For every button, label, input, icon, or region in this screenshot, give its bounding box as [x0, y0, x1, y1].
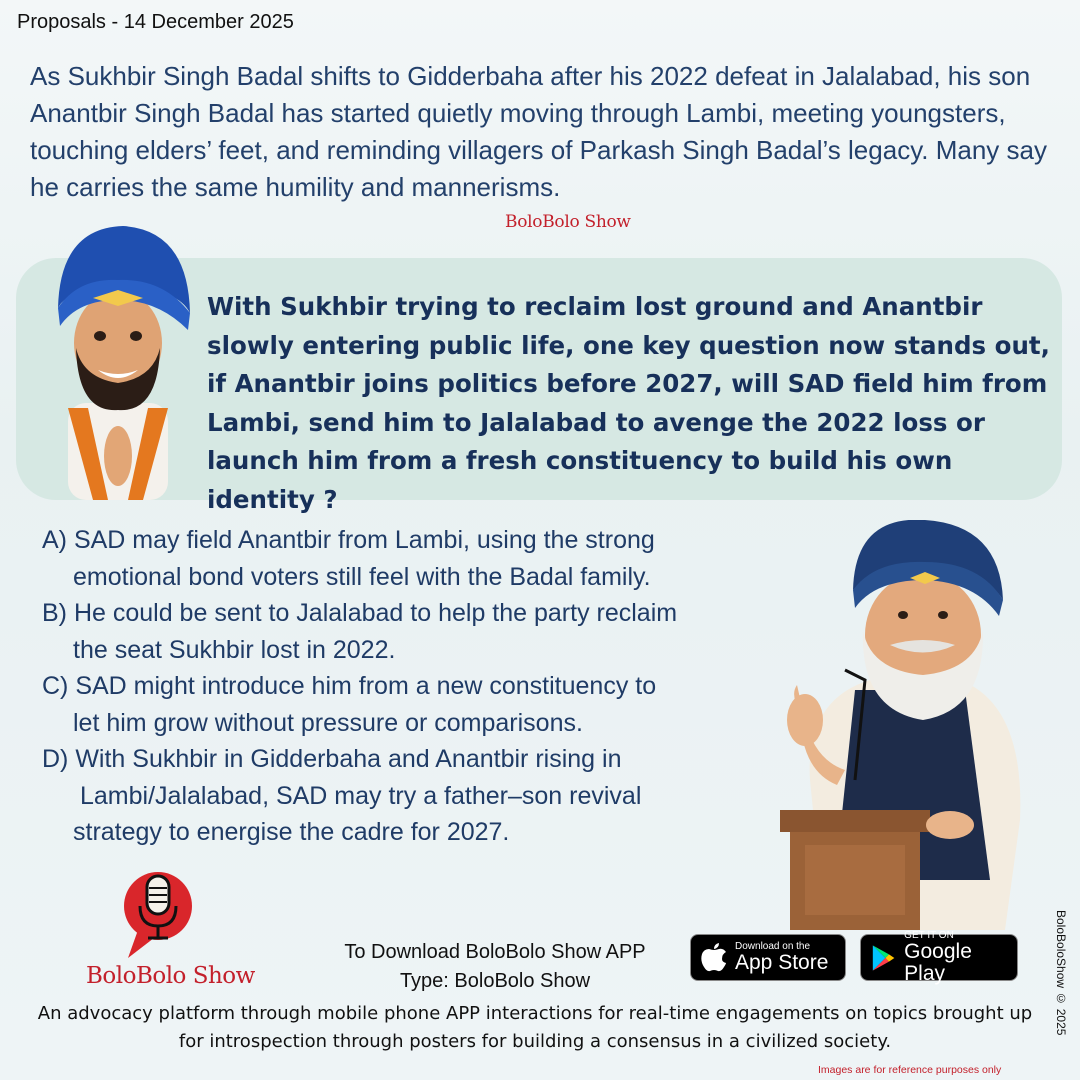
option-b — [42, 595, 802, 668]
option-d — [42, 741, 802, 851]
download-line-1: To Download BoloBolo Show APP — [344, 941, 646, 963]
option-c — [42, 668, 802, 741]
copyright-vertical: BoloBoloShow © 2025 — [1054, 910, 1068, 1036]
options-list — [42, 522, 802, 851]
image-disclaimer: Images are for reference purposes only — [818, 1064, 1002, 1076]
date-line: Proposals - 14 December 2025 — [17, 11, 294, 33]
app-store-small-text: Download on the — [735, 941, 811, 952]
option-d-line3: strategy to energise the cadre for 2027. — [73, 818, 510, 846]
advocacy-statement: An advocacy platform through mobile phone APP interactions for real-time engagements on topics brought up for introspection through posters for building a consensus in a civilized society. — [37, 1003, 1033, 1052]
option-b-line2: the seat Sukhbir lost in 2022. — [73, 635, 396, 664]
google-play-icon — [871, 943, 896, 973]
option-d-line1: D) With Sukhbir in Gidderbaha and Anantbir rising in — [42, 745, 622, 773]
intro-paragraph: As Sukhbir Singh Badal shifts to Gidderbaha after his 2022 defeat in Jalalabad, his son Anantbir Singh Badal has started quietly moving through Lambi, meeting youngsters, touching elders’ feet, and reminding villagers of Parkash Singh Badal’s legacy. Many say he carries the same humility and mannerisms. — [30, 61, 1047, 202]
young-man-illustration — [38, 218, 198, 500]
option-c-line2: let him grow without pressure or comparisons. — [73, 708, 583, 737]
app-store-badge[interactable] — [690, 934, 846, 981]
option-b-line1: B) He could be sent to Jalalabad to help the party reclaim — [42, 599, 678, 627]
apple-icon — [701, 943, 727, 973]
option-a-line1: A) SAD may field Anantbir from Lambi, using the strong — [42, 526, 655, 554]
brand-watermark: BoloBolo Show — [505, 212, 631, 232]
option-c-line1: C) SAD might introduce him from a new constituency to — [42, 672, 657, 700]
google-play-small-text: GET IT ON — [904, 930, 954, 941]
download-instructions — [320, 938, 670, 996]
download-line-2: Type: BoloBolo Show — [399, 970, 591, 992]
question-text: With Sukhbir trying to reclaim lost ground and Anantbir slowly entering public life, one key question now stands out, if Anantbir joins politics before 2027, will SAD field him from Lambi, send him to Jalalabad to avenge the 2022 loss or launch him from a fresh constituency to build his own identity ? — [207, 292, 1050, 514]
google-play-badge[interactable] — [860, 930, 1018, 985]
app-store-big-text: App Store — [735, 951, 829, 974]
elder-at-podium-illustration — [775, 520, 1045, 930]
google-play-big-text: Google Play — [904, 940, 972, 985]
option-d-line2: Lambi/Jalalabad, SAD may try a father–son revival — [80, 781, 642, 810]
microphone-logo-icon — [118, 868, 198, 964]
option-a-line2: emotional bond voters still feel with the Badal family. — [73, 562, 651, 591]
option-a — [42, 522, 802, 595]
brand-logo-text: BoloBolo Show — [86, 963, 255, 989]
